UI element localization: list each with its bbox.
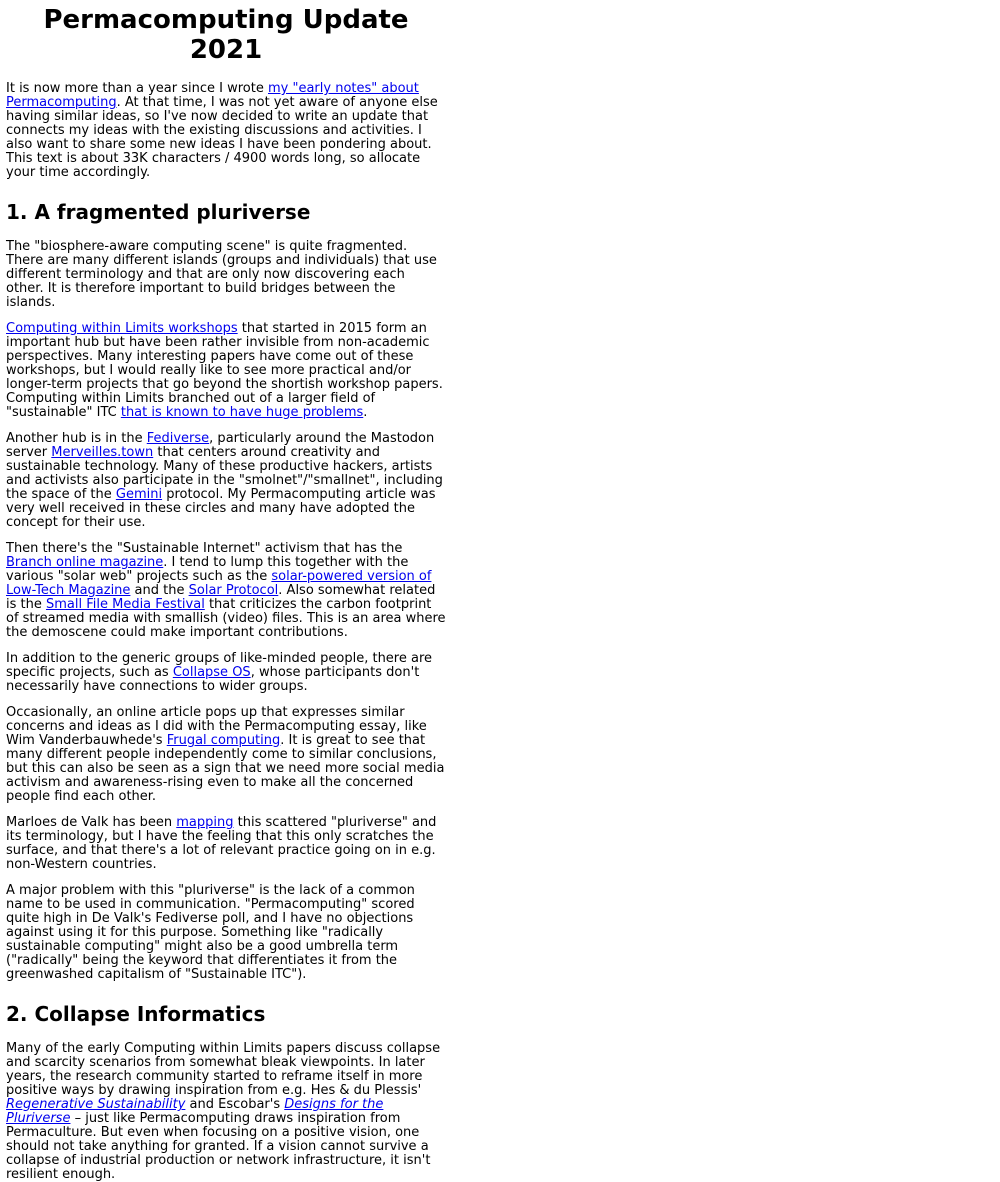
paragraph-specific-projects <box>6 652 446 694</box>
paragraph-text: that criticizes the carbon footprint of streamed media with smallish (video) files. This is an area where the demoscene could make important contributions. <box>6 597 446 640</box>
fediverse-link[interactable]: Fediverse <box>146 431 210 446</box>
gemini-link[interactable]: Gemini <box>115 487 163 502</box>
paragraph-fediverse <box>6 432 446 530</box>
paragraph-sustainable-internet <box>6 542 446 640</box>
paragraph-text: that centers around creativity and sustainable technology. Many of these productive hackers, artists and activists also participate in the "smolnet"/"smallnet", including the space of the <box>6 445 443 502</box>
paragraph-text: Then there's the "Sustainable Internet" activism that has the <box>6 541 403 556</box>
mapping-link[interactable]: mapping <box>176 815 234 830</box>
book-title: Regenerative Sustainability <box>6 1097 186 1112</box>
paragraph-text: that started in 2015 form an important hub but have been rather invisible from non-academic perspectives. Many interesting papers have come out of these workshops, but I would really like to see more practical and/or longer-term projects that go beyond the shortish workshop papers. Computing within Limits branched out of a larger field of "sustainable" ITC <box>6 321 443 420</box>
paragraph-common-name: A major problem with this "pluriverse" is the lack of a common name to be used in communication. "Permacomputing" scored quite high in De Valk's Fediverse poll, and I have no objections against using it for this purpose. Something like "radically sustainable computing" might also be a good umbrella term ("radically" being the keyword that differentiates it from the greenwashed capitalism of "Sustainable ITC"). <box>6 883 415 982</box>
intro-text: . At that time, I was not yet aware of anyone else having similar ideas, so I've now decided to write an update that connects my ideas with the existing discussions and activities. I also want to share some new ideas I have been pondering about. This text is about 33K characters / 4900 words long, so allocate your time accordingly. <box>6 95 438 180</box>
paragraph-text: protocol. My Permacomputing article was very well received in these circles and many have adopted the concept for their use. <box>6 487 436 530</box>
paragraph-text: . It is great to see that many different people independently come to similar conclusions, but this can also be seen as a sign that we need more social media activism and awareness-rising even to make all the concerned people find each other. <box>6 733 445 804</box>
intro-paragraph <box>6 82 446 180</box>
article <box>6 5 446 1182</box>
section-heading-collapse-informatics: 2. Collapse Informatics <box>6 1002 266 1026</box>
paragraph-text: Occasionally, an online article pops up that expresses similar concerns and ideas as I did with the Permacomputing essay, like Wim Vanderbauwhede's <box>6 705 427 748</box>
early-notes-link[interactable]: my "early notes" about Permacomputing <box>6 81 419 110</box>
book-title: Designs for the Pluriverse <box>6 1097 384 1126</box>
frugal-computing-link[interactable]: Frugal computing <box>166 733 281 748</box>
merveilles-link[interactable]: Merveilles.town <box>51 445 154 460</box>
intro-text: It is now more than a year since I wrote <box>6 81 268 96</box>
paragraph-scene: The "biosphere-aware computing scene" is quite fragmented. There are many different islands (groups and individuals) that use different terminology and that are only now discovering each other. It is therefore important to build bridges between the islands. <box>6 239 437 310</box>
paragraph-text: and Escobar's <box>185 1097 285 1112</box>
paragraph-text: Many of the early Computing within Limits papers discuss collapse and scarcity scenarios from somewhat bleak viewpoints. In later years, the research community started to reframe itself in more positive ways by drawing inspiration from e.g. Hes & du Plessis' <box>6 1041 441 1098</box>
paragraph-text: In addition to the generic groups of like-minded people, there are specific projects, such as <box>6 651 433 680</box>
paragraph-frugal <box>6 706 446 804</box>
low-tech-magazine-link[interactable]: solar-powered version of Low-Tech Magazine <box>6 569 432 598</box>
paragraph-text: . <box>363 405 368 420</box>
paragraph-text: – just like Permacomputing draws inspiration from Permaculture. But even when focusing on a positive vision, one should not take anything for granted. If a vision cannot survive a collapse of industrial production or network infrastructure, it isn't resilient enough. <box>6 1111 431 1182</box>
collapse-os-link[interactable]: Collapse OS <box>172 665 251 680</box>
paragraph-text: and the <box>130 583 189 598</box>
cwl-workshops-link[interactable]: Computing within Limits workshops <box>6 321 238 336</box>
section-heading-fragmented-pluriverse: 1. A fragmented pluriverse <box>6 200 311 224</box>
solar-protocol-link[interactable]: Solar Protocol <box>188 583 279 598</box>
paragraph-text: , whose participants don't necessarily have connections to wider groups. <box>6 665 420 694</box>
paragraph-cwl <box>6 322 446 420</box>
paragraph-text: Another hub is in the <box>6 431 147 446</box>
regenerative-sustainability-link[interactable] <box>6 1097 185 1112</box>
branch-magazine-link[interactable]: Branch online magazine <box>6 555 164 570</box>
paragraph-mapping <box>6 816 446 872</box>
paragraph-text: , particularly around the Mastodon server <box>6 431 435 460</box>
paragraph-text: this scattered "pluriverse" and its terminology, but I have the feeling that this only scratches the surface, and that there's a lot of relevant practice going on in e.g. non-Western countries. <box>6 815 437 872</box>
page-title: Permacomputing Update 2021 <box>43 5 409 65</box>
paragraph-text: . Also somewhat related is the <box>6 583 436 612</box>
paragraph-collapse <box>6 1042 446 1182</box>
huge-problems-link[interactable]: that is known to have huge problems <box>120 405 364 420</box>
paragraph-text: . I tend to lump this together with the various "solar web" projects such as the <box>6 555 409 584</box>
paragraph-text: Marloes de Valk has been <box>6 815 177 830</box>
small-file-festival-link[interactable]: Small File Media Festival <box>45 597 205 612</box>
